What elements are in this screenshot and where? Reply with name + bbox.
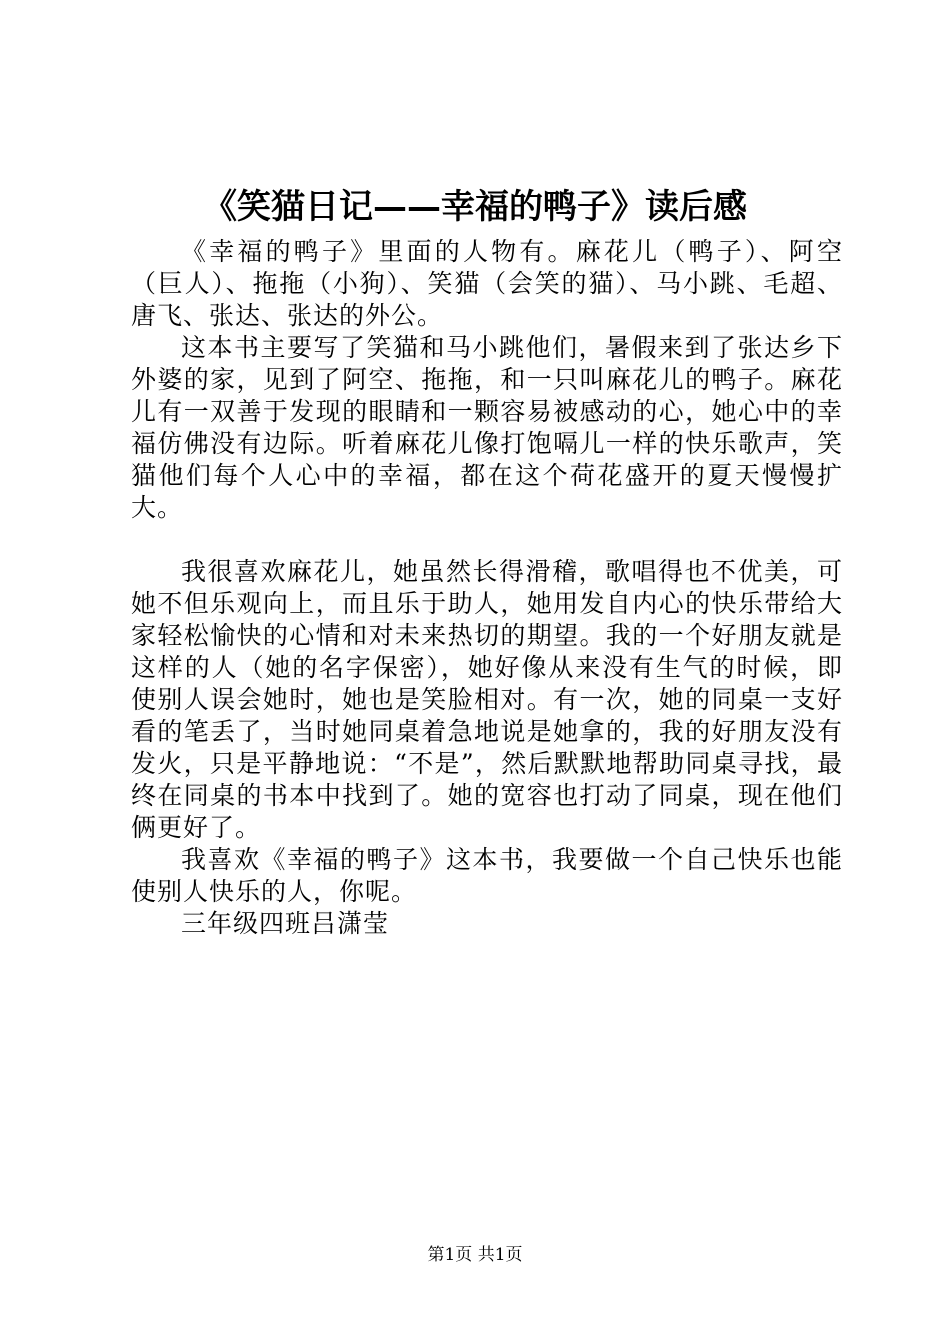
- document-title: 《笑猫日记——幸福的鸭子》读后感: [203, 187, 747, 227]
- document-body: [131, 236, 843, 940]
- paragraph-characters: 《幸福的鸭子》里面的人物有。麻花儿（鸭子）、阿空（巨人）、拖拖（小狗）、笑猫（会笑的猫）、马小跳、毛超、唐飞、张达、张达的外公。: [131, 237, 843, 330]
- paragraph-summary: 这本书主要写了笑猫和马小跳他们，暑假来到了张达乡下外婆的家，见到了阿空、拖拖，和一只叫麻花儿的鸭子。麻花儿有一双善于发现的眼睛和一颗容易被感动的心，她心中的幸福仿佛没有边际。听着麻花儿像打饱嗝儿一样的快乐歌声，笑猫他们每个人心中的幸福，都在这个荷花盛开的夏天慢慢扩大。: [131, 333, 843, 522]
- page-footer: 第1页 共1页: [427, 1245, 523, 1265]
- paragraph-spacer: [131, 524, 843, 556]
- author-signature: 三年级四班吕潇莹: [181, 909, 390, 938]
- paragraph-conclusion: 我喜欢《幸福的鸭子》这本书，我要做一个自己快乐也能使别人快乐的人，你呢。: [131, 845, 843, 906]
- paragraph-reflection: 我很喜欢麻花儿，她虽然长得滑稽，歌唱得也不优美，可她不但乐观向上，而且乐于助人，她用发自内心的快乐带给大家轻松愉快的心情和对未来热切的期望。我的一个好朋友就是这样的人（她的名字保密），她好像从来没有生气的时候，即使别人误会她时，她也是笑脸相对。有一次，她的同桌一支好看的笔丢了，当时她同桌着急地说是她拿的，我的好朋友没有发火，只是平静地说：“不是”，然后默默地帮助同桌寻找，最终在同桌的书本中找到了。她的宽容也打动了同桌，现在他们俩更好了。: [131, 557, 843, 842]
